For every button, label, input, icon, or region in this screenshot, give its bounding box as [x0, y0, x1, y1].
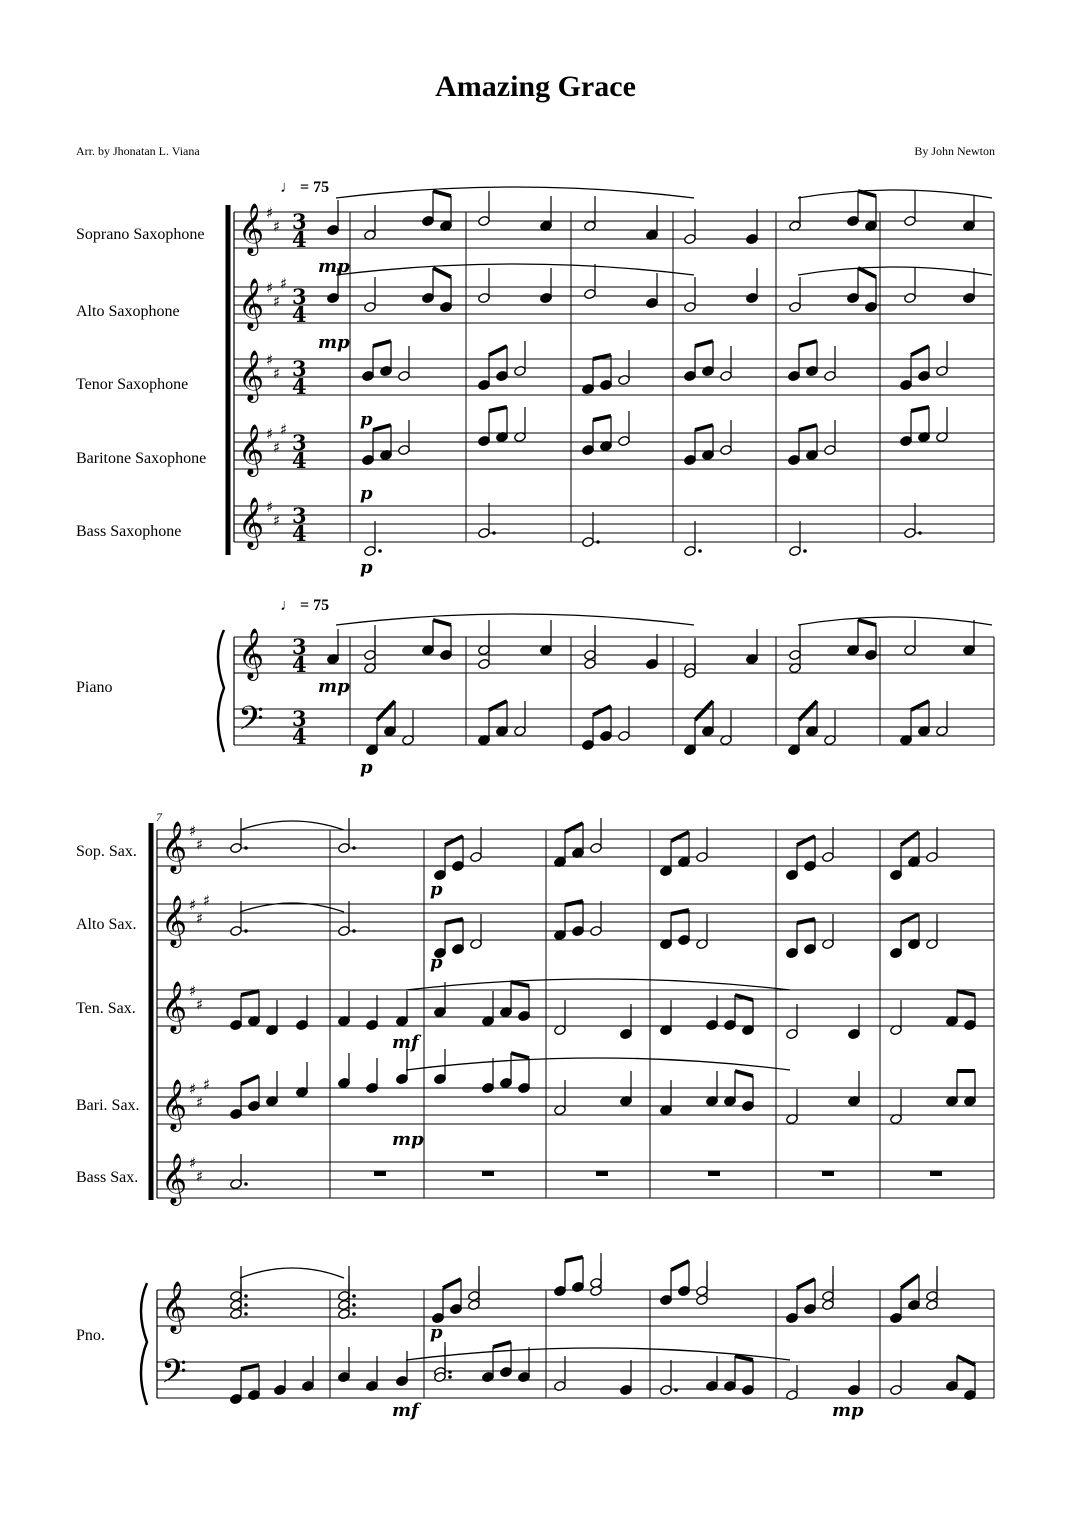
whole-rest [708, 1171, 720, 1176]
bass-clef-icon: 𝄢 [238, 700, 264, 746]
instrument-name-piano: Piano [76, 679, 113, 696]
beam [489, 407, 507, 411]
sharp-icon: ♯ [266, 498, 274, 516]
beam [433, 268, 451, 277]
sharp-icon: ♯ [273, 292, 281, 311]
dot [352, 929, 356, 933]
dot [244, 929, 248, 933]
dynamic-marking: mp [318, 256, 350, 277]
sharp-icon: ♯ [189, 822, 197, 840]
instrument-name-bass: Bass Saxophone [76, 523, 182, 540]
dynamic-marking: mf [392, 1400, 419, 1421]
beam [489, 346, 507, 355]
treble-clef-icon: 𝄞 [161, 895, 188, 946]
slur [336, 187, 694, 198]
beam [493, 1342, 511, 1347]
score-title: Amazing Grace [435, 70, 636, 103]
beam [511, 1053, 529, 1058]
dynamic-marking: p [360, 757, 373, 778]
beam [565, 1257, 583, 1261]
sharp-icon: ♯ [266, 425, 274, 443]
instrument-name-baritone: Baritone Saxophone [76, 450, 207, 467]
dynamic-marking: p [430, 1322, 443, 1343]
sharp-icon: ♯ [280, 274, 288, 293]
instrument-name-bass-short: Bass Sax. [76, 1169, 139, 1186]
beam [957, 1356, 975, 1365]
time-signature-bottom: 4 [292, 227, 307, 252]
beam [593, 706, 611, 715]
treble-clef-icon: 𝄞 [161, 1281, 188, 1332]
beam [797, 836, 815, 845]
measure-number: 7 [156, 810, 162, 824]
beam [593, 355, 611, 359]
dot [244, 1182, 248, 1186]
dot [352, 1294, 356, 1298]
beam [797, 1279, 815, 1288]
dynamic-marking: p [430, 952, 443, 973]
sharp-icon: ♯ [189, 1080, 197, 1098]
beam [373, 425, 391, 430]
dynamic-marking: p [430, 879, 443, 900]
time-signature-bottom: 4 [292, 448, 307, 473]
dot [803, 549, 807, 553]
slur [240, 1268, 344, 1278]
whole-rest [374, 1171, 386, 1176]
beam [671, 1261, 689, 1270]
time-signature-bottom: 4 [292, 374, 307, 399]
dot [244, 1303, 248, 1307]
beam [695, 341, 713, 346]
beam [445, 836, 463, 845]
dot [918, 531, 922, 535]
beam [695, 701, 713, 720]
sharp-icon: ♯ [273, 217, 281, 236]
sharp-icon: ♯ [266, 351, 274, 369]
dynamic-marking: mp [832, 1400, 864, 1421]
beam [799, 701, 817, 720]
beam [911, 346, 929, 355]
instrument-name-alto: Alto Saxophone [76, 303, 180, 320]
slur [406, 1348, 790, 1360]
dot [352, 1312, 356, 1316]
instrument-name-soprano: Soprano Saxophone [76, 226, 205, 243]
beam [241, 1365, 259, 1369]
piano-brace [141, 1283, 147, 1405]
beam [799, 341, 817, 346]
beam [511, 982, 529, 986]
beam [735, 1356, 753, 1360]
dot [352, 846, 356, 850]
beam [901, 1275, 919, 1288]
treble-clef-icon: 𝄞 [161, 1079, 188, 1130]
dot [492, 531, 496, 535]
bass-clef-icon: 𝄢 [161, 1353, 187, 1399]
time-signature-top: 3 [292, 503, 307, 528]
quarter-note-icon: ♩ [280, 179, 296, 196]
time-signature-top: 3 [292, 356, 307, 381]
beam [735, 1071, 753, 1076]
dynamic-marking: mp [318, 676, 350, 697]
beam [443, 1279, 461, 1288]
dot [596, 540, 600, 544]
sharp-icon: ♯ [273, 438, 281, 457]
sharp-icon: ♯ [189, 896, 197, 914]
slur [798, 190, 992, 198]
instrument-name-baritone-short: Bari. Sax. [76, 1097, 140, 1114]
dynamic-marking: p [360, 557, 373, 578]
slur [336, 264, 694, 275]
time-signature-top: 3 [292, 430, 307, 455]
dot [378, 549, 382, 553]
sharp-icon: ♯ [266, 204, 274, 222]
composer-credit: By John Newton [914, 144, 995, 158]
sharp-icon: ♯ [273, 511, 281, 530]
slur [336, 614, 694, 625]
beam [593, 416, 611, 420]
beam [671, 832, 689, 841]
quarter-note-icon: ♩ [280, 597, 296, 614]
slur [798, 267, 992, 275]
whole-rest [822, 1171, 834, 1176]
beam [695, 425, 713, 430]
slur [406, 1058, 790, 1070]
slur [406, 979, 790, 990]
treble-clef-icon: 𝄞 [238, 424, 265, 475]
whole-rest [482, 1171, 494, 1176]
treble-clef-icon: 𝄞 [238, 497, 265, 548]
dynamic-marking: p [360, 483, 373, 504]
dot [352, 1303, 356, 1307]
dot [448, 1375, 452, 1379]
dynamic-marking: mf [392, 1032, 419, 1053]
sharp-icon: ♯ [196, 835, 204, 854]
time-signature-top: 3 [292, 209, 307, 234]
slur [798, 617, 992, 625]
dot [674, 1388, 678, 1392]
beam [377, 701, 395, 720]
instrument-name-piano-short: Pno. [76, 1327, 105, 1344]
time-signature-bottom: 4 [292, 521, 307, 546]
instrument-name-tenor: Tenor Saxophone [76, 376, 189, 393]
beam [858, 268, 876, 277]
beam [565, 823, 583, 832]
time-signature-bottom: 4 [292, 724, 307, 749]
dot [448, 1370, 452, 1374]
time-signature-bottom: 4 [292, 302, 307, 327]
piano-brace [218, 630, 224, 752]
beam [957, 991, 975, 995]
beam [799, 425, 817, 430]
time-signature-bottom: 4 [292, 652, 307, 677]
tempo-marking-piano: ♩ = 75 [280, 597, 330, 614]
time-signature-top: 3 [292, 706, 307, 731]
beam [241, 1076, 259, 1084]
treble-clef-icon: 𝄞 [161, 981, 188, 1032]
sharp-icon: ♯ [196, 995, 204, 1014]
treble-clef-icon: 𝄞 [238, 278, 265, 329]
dynamic-marking: p [360, 409, 373, 430]
treble-clef-icon: 𝄞 [238, 350, 265, 401]
sharp-icon: ♯ [203, 891, 211, 910]
beam [373, 341, 391, 346]
treble-clef-icon: 𝄞 [161, 1153, 188, 1204]
instrument-name-soprano-short: Sop. Sax. [76, 843, 137, 860]
dot [244, 1312, 248, 1316]
sharp-icon: ♯ [189, 1154, 197, 1172]
beam [433, 620, 451, 625]
dot [698, 549, 702, 553]
sharp-icon: ♯ [189, 982, 197, 1000]
beam [241, 991, 259, 995]
arranger-credit: Arr. by Jhonatan L. Viana [76, 144, 200, 158]
beam [858, 191, 876, 196]
time-signature-top: 3 [292, 284, 307, 309]
sharp-icon: ♯ [266, 279, 274, 297]
sharp-icon: ♯ [280, 420, 288, 439]
dynamic-marking: mp [392, 1129, 424, 1150]
sharp-icon: ♯ [196, 909, 204, 928]
sharp-icon: ♯ [196, 1093, 204, 1112]
treble-clef-icon: 𝄞 [238, 203, 265, 254]
beam [858, 620, 876, 625]
dot [244, 1294, 248, 1298]
time-signature-top: 3 [292, 634, 307, 659]
sharp-icon: ♯ [196, 1167, 204, 1186]
instrument-name-alto-short: Alto Sax. [76, 916, 137, 933]
slur [240, 821, 344, 830]
instrument-name-tenor-short: Ten. Sax. [76, 1000, 136, 1017]
treble-clef-icon: 𝄞 [161, 821, 188, 872]
tempo-marking-top: ♩ = 75 [280, 179, 330, 196]
treble-clef-icon: 𝄞 [238, 628, 265, 679]
dynamic-marking: mp [318, 332, 350, 353]
dot [244, 846, 248, 850]
sharp-icon: ♯ [203, 1075, 211, 1094]
whole-rest [596, 1171, 608, 1176]
sharp-icon: ♯ [273, 364, 281, 383]
beam [433, 191, 451, 196]
whole-rest [930, 1171, 942, 1176]
beam [911, 407, 929, 411]
